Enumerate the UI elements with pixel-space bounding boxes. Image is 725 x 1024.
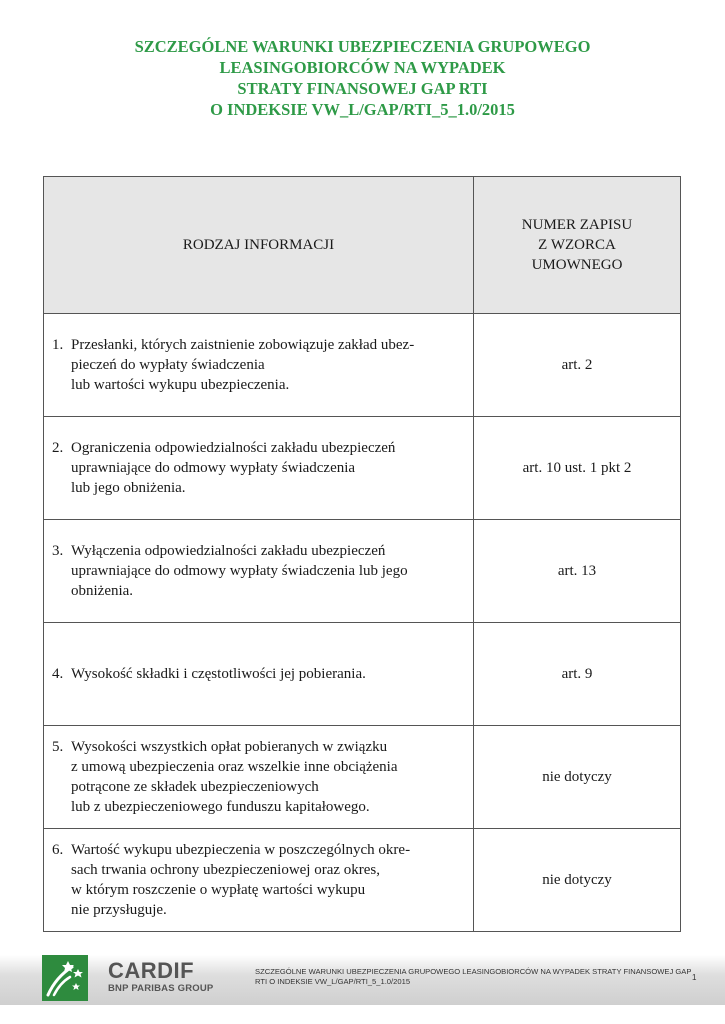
table-row: [44, 726, 681, 829]
row-text-line: uprawniające do odmowy wypłaty świadczenia lub jego: [71, 563, 408, 579]
table-row: [44, 829, 681, 932]
star-burst-icon: [42, 955, 88, 1001]
row-reference: art. 2: [474, 314, 681, 417]
row-reference: art. 9: [474, 623, 681, 726]
row-text-line: Ograniczenia odpowiedzialności zakładu ubezpieczeń: [71, 440, 396, 456]
header-record-number-line-1: NUMER ZAPISU: [521, 217, 633, 233]
row-text-line: Przesłanki, których zaistnienie zobowiązuje zakład ubez-: [71, 337, 415, 353]
row-text-line: lub z ubezpieczeniowego funduszu kapitałowego.: [71, 799, 370, 815]
table-row: [44, 623, 681, 726]
document-title: [0, 36, 725, 120]
footer-document-reference: [255, 967, 692, 987]
title-line-3: STRATY FINANSOWEJ GAP RTI: [237, 79, 488, 98]
page-number: 1: [692, 973, 697, 982]
row-text-line: Wysokość składki i częstotliwości jej pobierania.: [71, 666, 366, 682]
row-text-line: lub jego obniżenia.: [71, 480, 186, 496]
doc-ref-line-2: RTI O INDEKSIE VW_L/GAP/RTI_5_1.0/2015: [255, 977, 411, 986]
title-line-2: LEASINGOBIORCÓW NA WYPADEK: [219, 58, 506, 77]
title-line-4: O INDEKSIE VW_L/GAP/RTI_5_1.0/2015: [210, 100, 515, 119]
table-row: [44, 520, 681, 623]
row-number: 5.: [52, 739, 64, 755]
row-description: [44, 520, 474, 623]
row-text-line: z umową ubezpieczenia oraz wszelkie inne obciążenia: [71, 759, 398, 775]
row-text-line: nie przysługuje.: [71, 902, 167, 918]
row-text-line: uprawniające do odmowy wypłaty świadczenia: [71, 460, 356, 476]
row-reference: art. 10 ust. 1 pkt 2: [474, 417, 681, 520]
header-record-number-line-3: UMOWNEGO: [531, 257, 623, 273]
information-table: [43, 176, 681, 932]
row-text-line: Wysokości wszystkich opłat pobieranych w związku: [71, 739, 388, 755]
row-text-line: lub wartości wykupu ubezpieczenia.: [71, 377, 290, 393]
row-text-line: sach trwania ochrony ubezpieczeniowej oraz okres,: [71, 862, 381, 878]
table-header-row: [44, 177, 681, 314]
row-description: [44, 417, 474, 520]
cardif-logo: [42, 955, 88, 1001]
row-text-line: w którym roszczenie o wypłatę wartości wykupu: [71, 882, 366, 898]
brand-subtitle: BNP PARIBAS GROUP: [108, 983, 214, 994]
row-description: [44, 623, 474, 726]
brand-name: CARDIF: [108, 958, 195, 983]
header-record-number: [474, 177, 681, 314]
row-number: 6.: [52, 842, 64, 858]
row-description: [44, 726, 474, 829]
row-number: 4.: [52, 666, 64, 682]
header-information-type: RODZAJ INFORMACJI: [44, 177, 474, 314]
row-reference: art. 13: [474, 520, 681, 623]
row-description: [44, 829, 474, 932]
doc-ref-line-1: SZCZEGÓLNE WARUNKI UBEZPIECZENIA GRUPOWEGO LEASINGOBIORCÓW NA WYPADEK STRATY FINANSOWEJ GAP: [255, 967, 692, 976]
table-row: [44, 417, 681, 520]
row-text-line: Wyłączenia odpowiedzialności zakładu ubezpieczeń: [71, 543, 386, 559]
row-description: [44, 314, 474, 417]
row-number: 2.: [52, 440, 64, 456]
row-text-line: pieczeń do wypłaty świadczenia: [71, 357, 265, 373]
header-record-number-line-2: Z WZORCA: [538, 237, 616, 253]
row-text-line: obniżenia.: [71, 583, 134, 599]
row-text-line: potrącone ze składek ubezpieczeniowych: [71, 779, 319, 795]
row-number: 1.: [52, 337, 64, 353]
row-text-line: Wartość wykupu ubezpieczenia w poszczególnych okre-: [71, 842, 411, 858]
row-reference: nie dotyczy: [474, 829, 681, 932]
row-reference: nie dotyczy: [474, 726, 681, 829]
table-row: [44, 314, 681, 417]
title-line-1: SZCZEGÓLNE WARUNKI UBEZPIECZENIA GRUPOWEGO: [134, 37, 591, 56]
row-number: 3.: [52, 543, 64, 559]
